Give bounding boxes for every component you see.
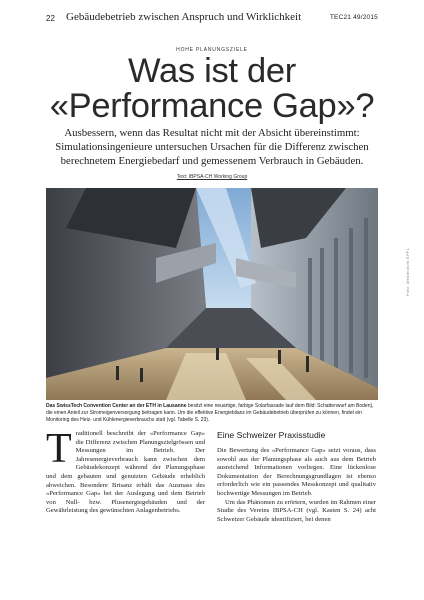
lead-paragraph: Ausbessern, wenn das Resultat nicht mit der Absicht übereinstimmt: Simulationsingenieure untersuchen Ursachen für die Differenz zwischen berechnetem Energiebedarf und gemessenem Verbrauch in Gebäuden. [55, 127, 369, 167]
title-line-2: «Performance Gap»? [49, 86, 375, 125]
article-photo [46, 188, 378, 400]
author-credit: Text: IBPSA-CH Working Group [176, 174, 248, 180]
article-title [0, 54, 424, 123]
running-head: Gebäudebetrieb zwischen Anspruch und Wirklichkeit [66, 11, 302, 23]
title-line-1: Was ist der [128, 52, 296, 90]
drop-cap: T [46, 426, 72, 472]
caption-bold: Das SwissTech Convention Center an der ETH in Lausanne [46, 403, 187, 409]
body-paragraph: Um das Phänomen zu erörtern, wurden im Rahmen einer Studie des Vereins IBPSA-CH (vgl. Kasten S. 24) acht Schweizer Gebäude identifiziert, bei denen [217, 498, 376, 523]
body-column-right [217, 430, 376, 524]
caption-text: besitzt eine neuartige, farbige Solarfassade lauf dem Bild: Schattenwurf am Boden), die einen Anteil zur Stromeigenversorgung beitragen kann. Um die effektive Energiebilanz im Gebäudebetrieb überprüfen zu können, findet ein Monitoring des Heiz- und Kühlenergieverbrauchs statt (vgl. Tabelle S. 23). [46, 403, 374, 424]
photo-caption [46, 403, 378, 425]
body-paragraph: raditionell beschreibt der «Performance Gap» die Differenz zwischen Planungszielgrössen und Messungen im Betrieb. Der Jahresenergieverbrauch kann zwischen dem Gebäudekonzept während der Planungsphase und dem gebauten und genutzten Gebäude erheblich abweichen. Besondere Brisanz erhält das Ausmass des «Performance Gap» bei der Auslegung und dem Betrieb von Null- bzw. Plusenergiegebäuden und der Gewährleistung des gewünschten Anlagenbetriebs. [46, 430, 205, 515]
page-number: 22 [46, 14, 55, 23]
section-subhead: Eine Schweizer Praxisstudie [217, 430, 326, 440]
body-paragraph: Die Bewertung des «Performance Gap» setzt voraus, dass sowohl aus der Planungsphase als auch aus dem Betrieb ausreichend Informationen vorliegen. Eine lückenlose Dokumentation der Berechnungsgrundlagen ist ebenso erforderlich wie ein passendes Messkonzept und qualitativ hochwertige Messungen im Betrieb. [217, 447, 376, 497]
issue-label: TEC21 49/2015 [329, 14, 378, 21]
kicker: HOHE PLANUNGSZIELE [176, 47, 248, 53]
body-column-left [46, 426, 205, 516]
photo-credit: Foto: Medienlicht EPFL [405, 247, 410, 296]
